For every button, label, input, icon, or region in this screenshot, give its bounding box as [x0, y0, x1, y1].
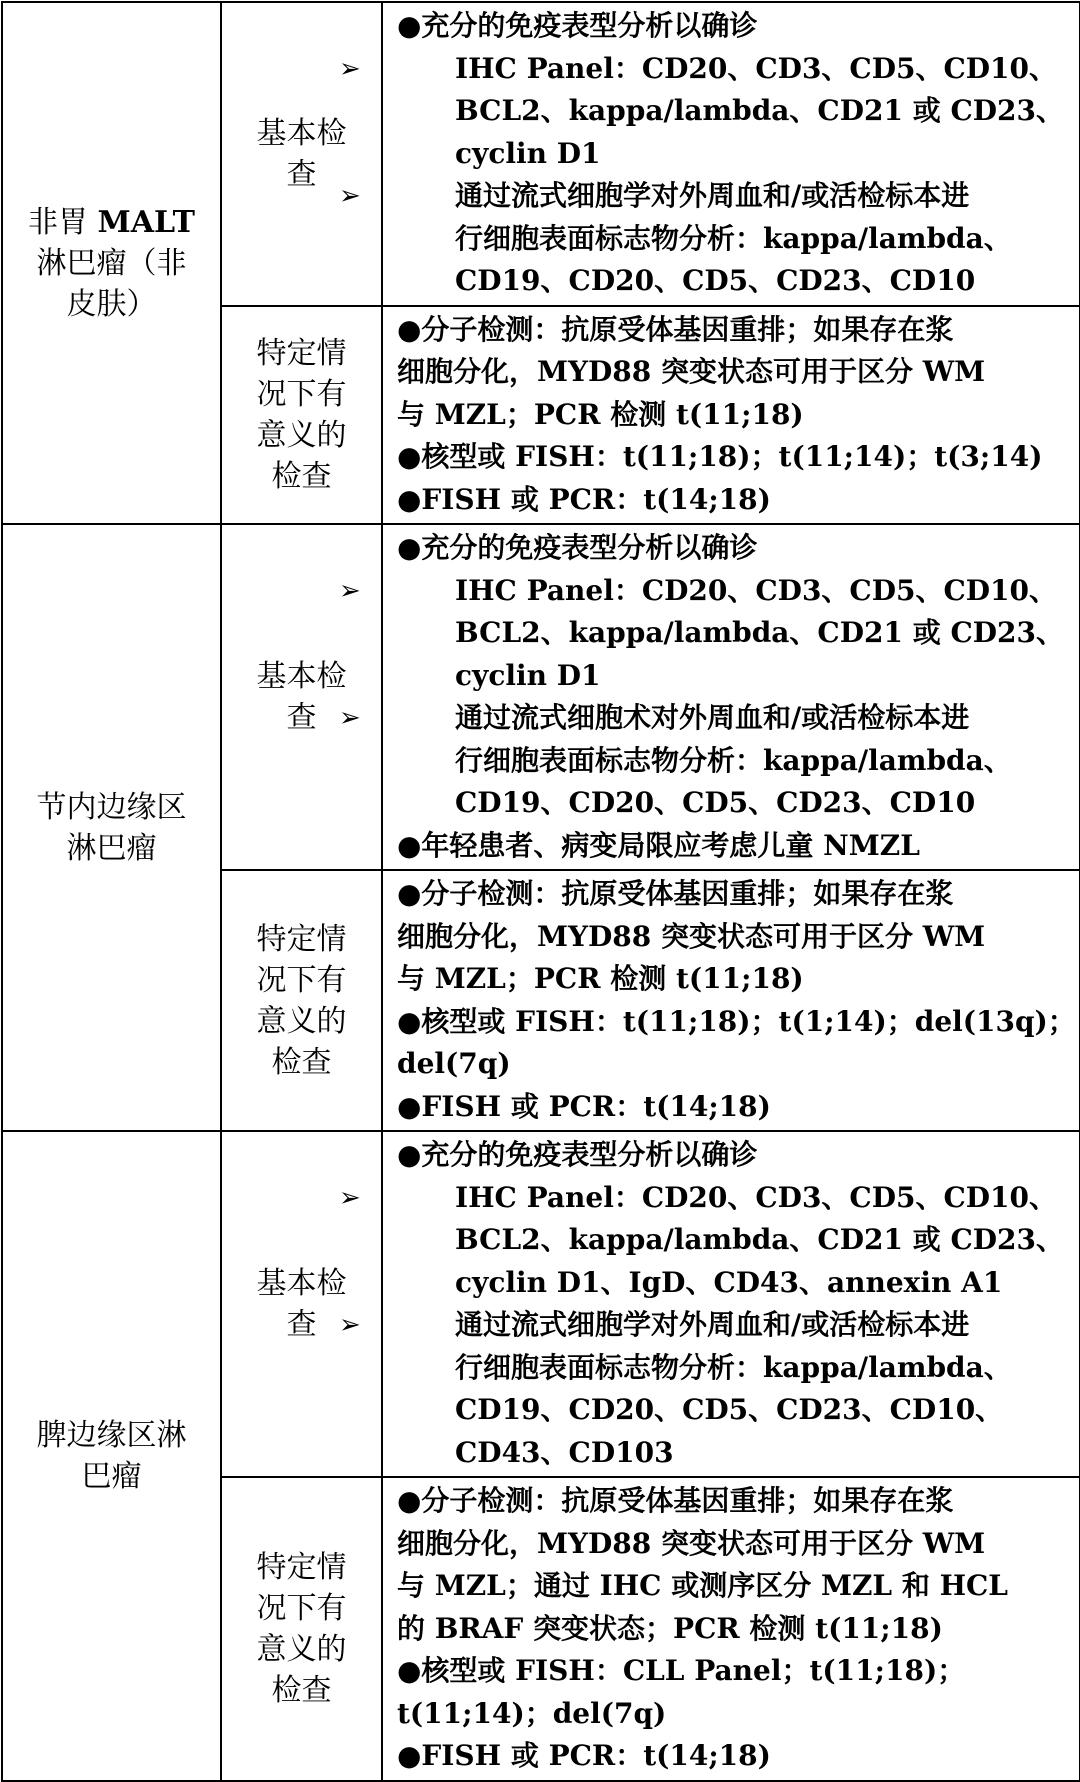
basic-workup-content-cell — [339, 524, 1080, 870]
lymphoma-name-line: 淋巴瘤 — [66, 830, 157, 866]
category-label-line: 况下有 — [256, 962, 347, 998]
lymphoma-name-line: 巴瘤 — [81, 1458, 142, 1494]
list-item-continuation: cyclin D1、IgD、CD43、annexin A1 — [455, 1265, 1003, 1299]
text-line: 细胞分化，MYD88 突变状态可用于区分 WM — [397, 919, 986, 953]
text-line: 细胞分化，MYD88 突变状态可用于区分 WM — [397, 1526, 986, 1560]
category-label-line: 意义的 — [256, 1631, 347, 1667]
arrow-bullet-icon: ➢ — [339, 703, 361, 733]
bullet-item: ●核型或 FISH：CLL Panel；t(11;18)； — [397, 1654, 966, 1687]
list-item-continuation: CD43、CD103 — [455, 1435, 674, 1469]
category-label-line: 查 — [286, 700, 317, 735]
bullet-item: ●年轻患者、病变局限应考虑儿童 NMZL — [397, 828, 920, 862]
list-item-continuation: cyclin D1 — [455, 136, 601, 170]
category-label-line: 检查 — [271, 1044, 332, 1080]
category-label-line: 查 — [286, 156, 317, 192]
text-line: 细胞分化，MYD88 突变状态可用于区分 WM — [397, 355, 986, 388]
text-line: del(7q) — [397, 1047, 511, 1080]
category-label-line: 查 — [286, 1307, 317, 1342]
table-row — [2, 1131, 1080, 1477]
category-label-line: 检查 — [271, 458, 332, 494]
text-line: 的 BRAF 突变状态；PCR 检测 t(11;18) — [397, 1611, 943, 1645]
bullet-item: ●充分的免疫表型分析以确诊 — [397, 9, 758, 42]
lymphoma-type-cell — [2, 1131, 221, 1781]
special-workup-content-cell — [382, 870, 1080, 1131]
table-row — [2, 524, 1080, 870]
text-line: 与 MZL；PCR 检测 t(11;18) — [397, 397, 804, 431]
category-label-line: 意义的 — [256, 1003, 347, 1039]
bullet-item: ●充分的免疫表型分析以确诊 — [397, 531, 758, 564]
bullet-item: ●FISH 或 PCR：t(14;18) — [397, 1089, 771, 1123]
arrow-list-item — [339, 175, 1075, 218]
list-item-continuation: BCL2、kappa/lambda、CD21 或 CD23、 — [455, 1223, 1064, 1256]
category-label-line: 基本检 — [256, 659, 347, 694]
arrow-bullet-icon: ➢ — [339, 1310, 361, 1340]
arrow-bullet-icon: ➢ — [339, 575, 361, 606]
category-label-line: 检查 — [271, 1672, 332, 1708]
list-item-text: 通过流式细胞学对外周血和/或活检标本进 — [455, 1308, 970, 1341]
list-item-text: 通过流式细胞术对外周血和/或活检标本进 — [455, 701, 970, 734]
lymphoma-name-line: 非胃 MALT — [27, 204, 195, 240]
list-item-continuation: 行细胞表面标志物分析：kappa/lambda、 — [455, 743, 1012, 777]
arrow-list-item — [339, 1177, 1075, 1220]
list-item-continuation: 行细胞表面标志物分析：kappa/lambda、 — [455, 1350, 1012, 1384]
category-label-line: 基本检 — [256, 1266, 347, 1301]
lymphoma-name-line: 皮肤） — [66, 286, 157, 322]
category-label-line: 特定情 — [256, 921, 347, 957]
arrow-list-item — [339, 697, 1075, 740]
category-label-line: 基本检 — [256, 115, 347, 151]
bullet-item: ●分子检测：抗原受体基因重排；如果存在浆 — [397, 1484, 954, 1517]
list-item-text: IHC Panel：CD20、CD3、CD5、CD10、 — [455, 573, 1058, 607]
text-line: t(11;14)；del(7q) — [397, 1696, 667, 1730]
workup-table — [1, 1, 1080, 1782]
special-workup-content-cell — [382, 306, 1080, 525]
list-item-text: 通过流式细胞学对外周血和/或活检标本进 — [455, 179, 970, 212]
basic-workup-content-cell — [339, 2, 1080, 306]
list-item-continuation: BCL2、kappa/lambda、CD21 或 CD23、 — [455, 616, 1064, 649]
basic-workup-content-cell — [339, 1131, 1080, 1477]
category-label-line: 况下有 — [256, 376, 347, 412]
special-workup-label-cell — [221, 870, 382, 1131]
arrow-bullet-icon: ➢ — [339, 53, 361, 84]
arrow-bullet-icon: ➢ — [339, 1182, 361, 1213]
list-item-continuation: cyclin D1 — [455, 658, 601, 692]
special-workup-label-cell — [221, 1477, 382, 1781]
lymphoma-name-line: 节内边缘区 — [36, 789, 187, 825]
lymphoma-type-cell — [2, 524, 221, 1131]
bullet-item: ●分子检测：抗原受体基因重排；如果存在浆 — [397, 877, 954, 910]
list-item-text: IHC Panel：CD20、CD3、CD5、CD10、 — [455, 51, 1058, 85]
list-item-continuation: BCL2、kappa/lambda、CD21 或 CD23、 — [455, 94, 1064, 127]
arrow-bullet-icon: ➢ — [339, 181, 361, 211]
list-item-continuation: CD19、CD20、CD5、CD23、CD10 — [455, 786, 976, 819]
text-line: 与 MZL；PCR 检测 t(11;18) — [397, 962, 804, 995]
category-label-line: 意义的 — [256, 417, 347, 453]
bullet-item: ●FISH 或 PCR：t(14;18) — [397, 1739, 771, 1772]
category-label-line: 特定情 — [256, 1549, 347, 1585]
special-workup-content-cell — [382, 1477, 1080, 1781]
lymphoma-name-line: 淋巴瘤（非 — [36, 245, 187, 281]
arrow-list-item — [339, 48, 1075, 91]
bullet-item: ●核型或 FISH：t(11;18)；t(11;14)；t(3;14) — [397, 440, 1043, 473]
list-item-text: IHC Panel：CD20、CD3、CD5、CD10、 — [455, 1180, 1058, 1214]
special-workup-label-cell — [221, 306, 382, 525]
bullet-item: ●FISH 或 PCR：t(14;18) — [397, 482, 771, 516]
category-label-line: 特定情 — [256, 335, 347, 371]
lymphoma-type-cell — [2, 2, 221, 524]
table-row — [2, 2, 1080, 306]
bullet-item: ●核型或 FISH：t(11;18)；t(1;14)；del(13q)； — [397, 1004, 1076, 1038]
arrow-list-item — [339, 1304, 1075, 1347]
list-item-continuation: 行细胞表面标志物分析：kappa/lambda、 — [455, 221, 1012, 255]
category-label-line: 况下有 — [256, 1590, 347, 1626]
list-item-continuation: CD19、CD20、CD5、CD23、CD10、 — [455, 1393, 1004, 1426]
bullet-item: ●充分的免疫表型分析以确诊 — [397, 1138, 758, 1171]
arrow-list-item — [339, 570, 1075, 613]
bullet-item: ●分子检测：抗原受体基因重排；如果存在浆 — [397, 312, 954, 346]
text-line: 与 MZL；通过 IHC 或测序区分 MZL 和 HCL — [397, 1569, 1008, 1602]
workup-table-body — [2, 2, 1080, 1781]
list-item-continuation: CD19、CD20、CD5、CD23、CD10 — [455, 264, 976, 297]
lymphoma-name-line: 脾边缘区淋 — [36, 1417, 187, 1453]
